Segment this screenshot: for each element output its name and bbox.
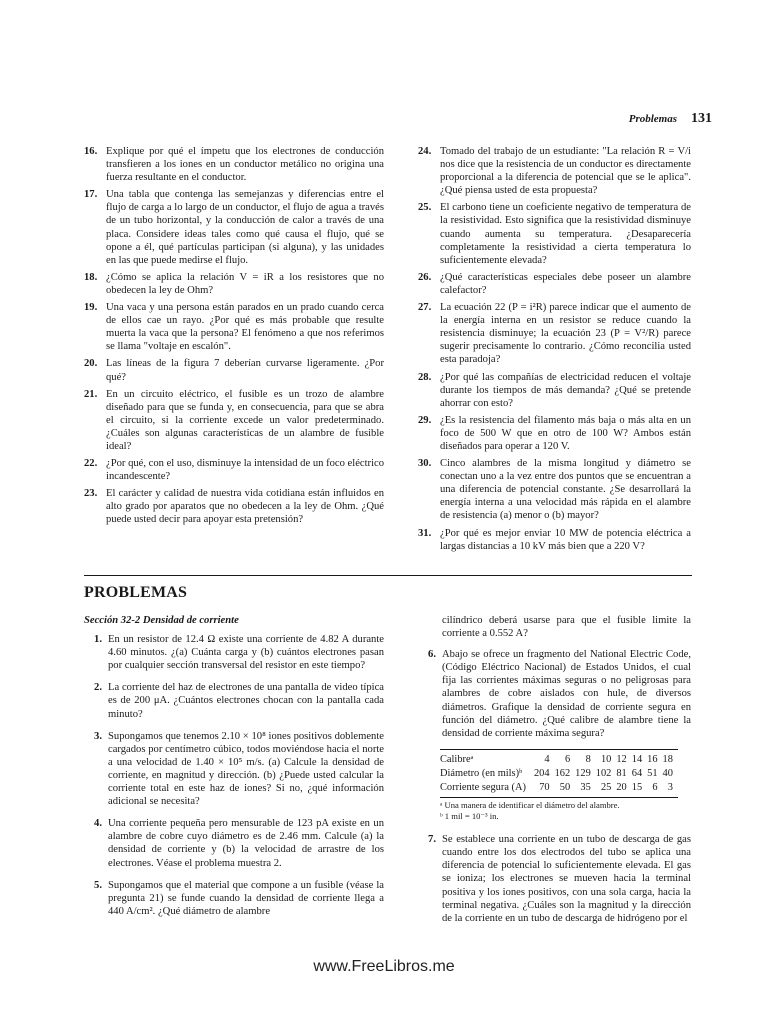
question-item: 22. ¿Por qué, con el uso, disminuye la intensidad de un foco eléctrico incandescente? [84, 458, 385, 483]
table-row: Diámetro (en mils)ᵇ 204 162 129 102 81 64 51 40 [440, 767, 673, 779]
question-item: 30. Cinco alambres de la misma longitud y diámetro se conectan uno a la vez entre dos puntos que se encuentran a una diferencia de potencial constante. ¿Se desarrollará la energía interna a una velocidad más rápida en el alambre de resistencia (a) menor o (b) mayor? [418, 458, 691, 522]
table-row: Corriente segura (A) 70 50 35 25 20 15 6 3 [440, 781, 678, 798]
running-title: Problemas [628, 113, 677, 125]
problem-item: 3. Supongamos que tenemos 2.10 × 10⁸ iones positivos doblemente cargados por centímetro cúbico, todos moviéndose hacia el norte a una velocidad de 1.40 × 10⁵ m/s. (a) Calcule la densidad de corriente, en magnitud y dirección. (b) ¿Puede usted calcular la corriente total en este haz de iones? Si no, ¿qué información adicional se necesita? [94, 730, 384, 808]
question-item: 21. En un circuito eléctrico, el fusible es un trozo de alambre diseñado para que se funda y, en consecuencia, para que se abra el circuito, si la corriente excede un valor predeterminado. ¿Cuáles son algunas características de un alambre de fusible ideal? [84, 388, 384, 452]
wire-gauge-table [440, 749, 678, 798]
problem-item: 2. La corriente del haz de electrones de una pantalla de video típica es de 200 μA. ¿Cuántos electrones chocan con la pantalla cada minuto? [94, 682, 384, 720]
questions-right-column [418, 145, 691, 557]
question-item: 31. ¿Por qué es mejor enviar 10 MW de potencia eléctrica a largas distancias a 10 kV más bien que a 220 V? [418, 527, 691, 552]
table-row: Calibreᵃ 4 6 8 10 12 14 16 18 [440, 749, 678, 767]
table-footnotes [418, 800, 691, 821]
footnote: ᵃ Una manera de identificar el diámetro del alambre. [440, 800, 620, 811]
question-item: 20. Las líneas de la figura 7 deberían curvarse ligeramente. ¿Por qué? [84, 358, 384, 383]
question-item: 26. ¿Qué características especiales debe poseer un alambre calefactor? [418, 271, 691, 296]
question-item: 27. La ecuación 22 (P = i²R) parece indicar que el aumento de la energía interna en un resistor se reduce cuando la resistencia disminuye; la ecuación 23 (P = V²/R) parece sugerir precisamente lo contrario. ¿Cómo reconcilia usted esta paradoja? [418, 302, 691, 366]
page-number: 131 [691, 111, 712, 126]
problem-item: 6. Abajo se ofrece un fragmento del National Electric Code, (Código Eléctrico Nacional) de Estados Unidos, el cual fija las corrientes máximas seguras o no peligrosas para alambres de cobre aislados con hule, de diversos diámetros. Grafique la densidad de corriente segura en función del diámetro. ¿Qué calibre de alambre tiene la densidad de corriente máxima segura? [428, 649, 691, 739]
problem-item: 4. Una corriente pequeña pero mensurable de 123 pA existe en un alambre de cobre cuyo diámetro es de 2.46 mm. Calcule (a) la densidad de corriente y (b) la velocidad de arrastre de los electrones. Véase el problema muestra 2. [94, 818, 384, 869]
question-item: 23. El carácter y calidad de nuestra vida cotidiana están influidos en alto grado por aparatos que no obedecen a la ley de Ohm. ¿Qué puede usted decir para apoyar esta pretensión? [84, 488, 384, 526]
problem-item: 7. Se establece una corriente en un tubo de descarga de gas cuando entre los dos electrodos del tubo se aplica una diferencia de potencial lo suficientemente elevada. El gas se ioniza; los electrones se mueven hacia la terminal positiva y los iones positivos, con una sola carga, hacia la terminal negativa. ¿Cuáles son la magnitud y la dirección de la corriente en un tubo de descarga de hidrógeno por el [428, 834, 691, 924]
question-item: 18. ¿Cómo se aplica la relación V = iR a los resistores que no obedecen la ley de Ohm? [84, 271, 384, 296]
question-item: 28. ¿Por qué las compañías de electricidad reducen el voltaje durante los tiempos de más demanda? ¿Qué se pretende ahorrar con esto? [418, 371, 691, 409]
problem-continuation: cilíndrico deberá usarse para que el fusible limite la corriente a 0.552 A? [442, 615, 691, 640]
question-item: 19. Una vaca y una persona están parados en un prado cuando cerca de ellos cae un rayo. ¿Por qué es más probable que resulte muerta la vaca que la persona? El fenómeno a que nos referimos se llama "voltaje en escalón". [84, 302, 384, 353]
problem-item: 5. Supongamos que el material que compone a un fusible (véase la pregunta 21) se funde cuando la densidad de corriente llega a 440 A/cm². ¿Qué diámetro de alambre [94, 879, 384, 917]
footnote: ᵇ 1 mil = 10⁻³ in. [440, 810, 499, 821]
question-item: 17. Una tabla que contenga las semejanzas y diferencias entre el flujo de carga a lo largo de un conductor, el flujo de agua a través de un tubo horizontal, y la conducción de calor a través de una placa. Considere ideas tales como qué causa el flujo, qué se opone a él, qué partículas participan (si alguna), y las unidades en las que puede medirse el flujo. [84, 189, 384, 266]
question-item: 25. El carbono tiene un coeficiente negativo de temperatura de la resistividad. Esto significa que la resistividad disminuye cuando aumenta su temperatura. ¿Desaparecería completamente la resistividad a cierta temperatura lo suficientemente elevada? [418, 202, 691, 266]
section-divider [84, 575, 692, 576]
problems-right-column [418, 614, 691, 934]
problems-heading: PROBLEMAS [84, 584, 188, 601]
questions-left-column [84, 145, 384, 531]
question-item: 29. ¿Es la resistencia del filamento más baja o más alta en un foco de 500 W que en otro de 100 W? Ambos están diseñados para operar a 120 V. [418, 414, 691, 452]
page-header [629, 111, 712, 127]
question-item: 24. Tomado del trabajo de un estudiante: "La relación R = V/i nos dice que la resistencia de un conductor es directamente proporcional a la diferencia de potencial que se le aplica". ¿Qué piensa usted de esta propuesta? [418, 146, 691, 197]
section-subheading: Sección 32-2 Densidad de corriente [84, 615, 239, 626]
question-item: 16. Explique por qué el ímpetu que los electrones de conducción transfieren a los iones en un conductor metálico no origina una fuerza resultante en el conductor. [84, 146, 384, 184]
problems-left-column [84, 614, 384, 927]
problem-item: 1. En un resistor de 12.4 Ω existe una corriente de 4.82 A durante 4.60 minutos. ¿(a) Cuánta carga y (b) cuántos electrones pasan por cualquier sección transversal del resistor en este tiempo? [94, 634, 384, 672]
watermark-footer: www.FreeLibros.me [313, 958, 455, 975]
